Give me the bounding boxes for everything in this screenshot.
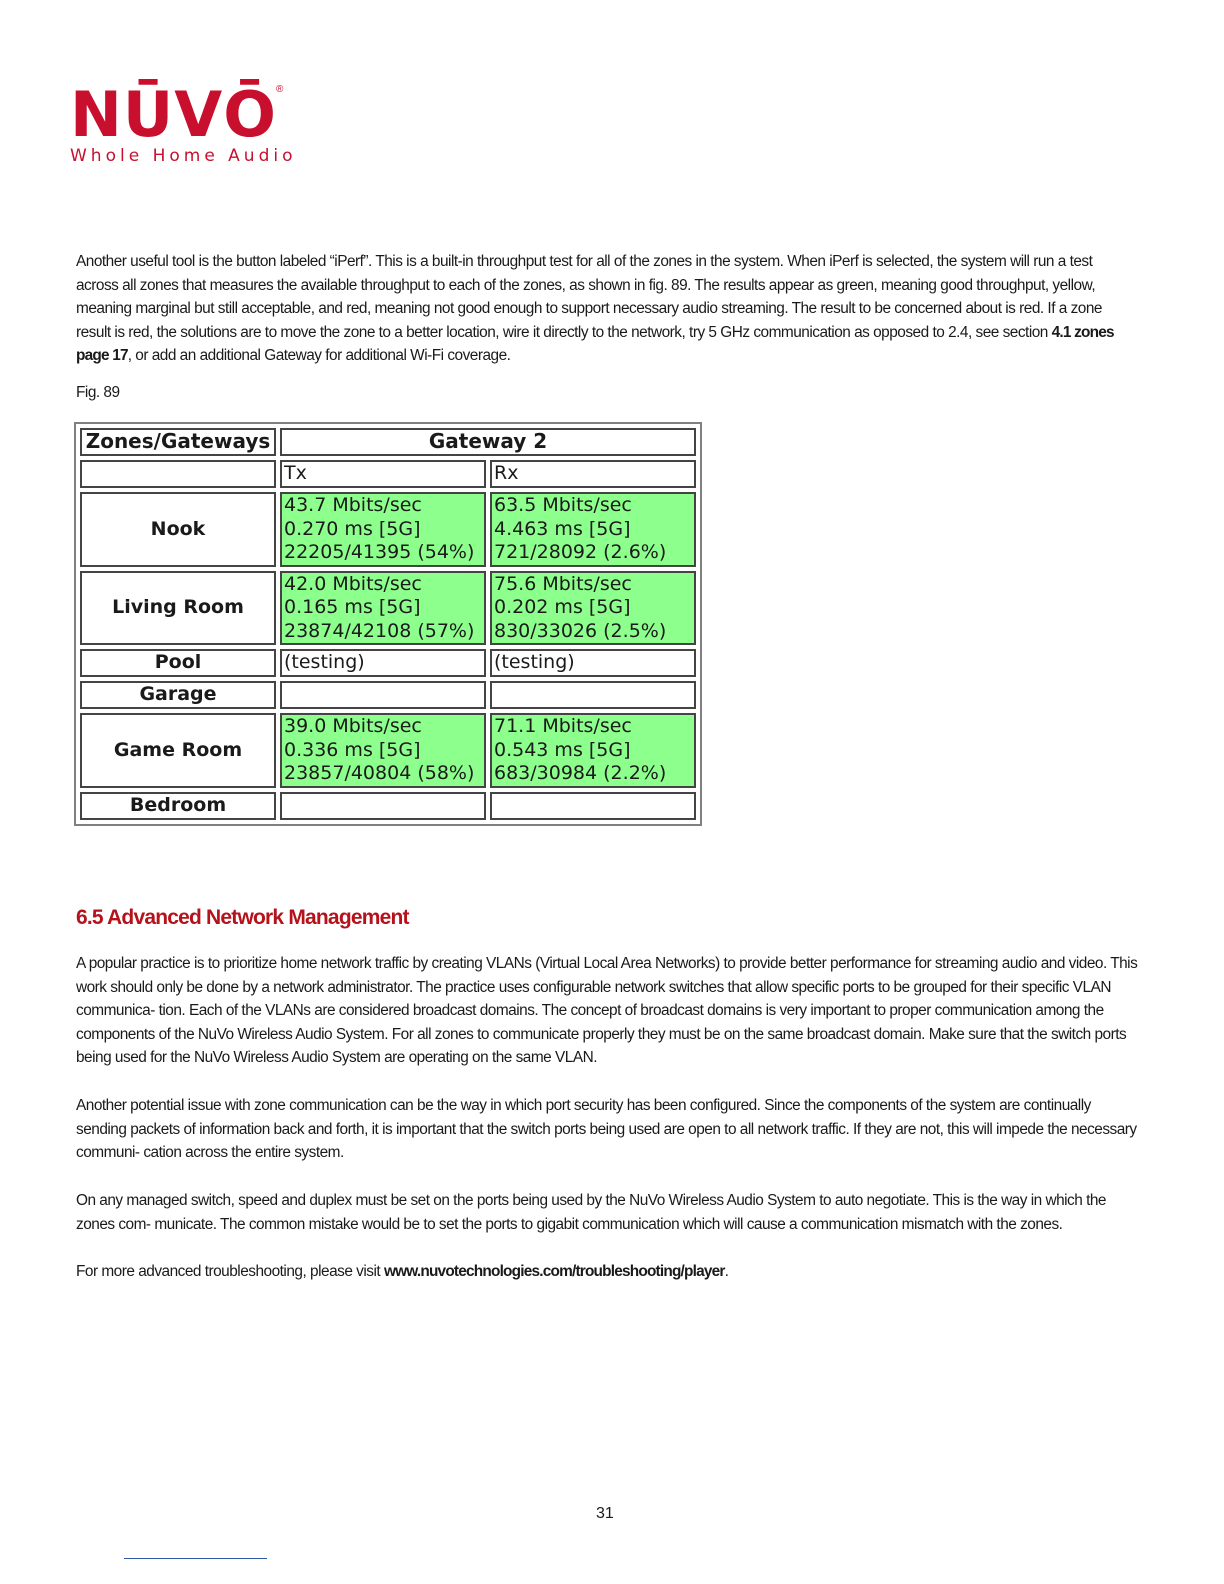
tx-result [280, 792, 486, 820]
nuvo-logo [70, 78, 310, 172]
intro-text: Another useful tool is the button labeled “iPerf”. This is a built-in throughput test for all of the zones in the system. When iPerf is selected, the system will run a test across all zones that measures the available throughput to each of the zones, as shown in fig. 89. The results appear as green, meaning good throughput, yellow, meaning marginal but still acceptable, and red, meaning not good enough to support necessary audio streaming. The result to be concerned about is red. If a zone result is red, the solutions are to move the zone to a better location, wire it directly to the network, try 5 GHz communication as opposed to 2.4, see section [76, 253, 1102, 341]
tx-result: (testing) [280, 649, 486, 677]
subheader-empty [80, 460, 276, 488]
tx-result [280, 713, 486, 788]
rx-rate: 63.5 Mbits/sec [494, 494, 632, 516]
intro-paragraph [76, 250, 1138, 368]
tx-latency: 0.270 ms [5G] [284, 517, 421, 540]
table-row [80, 681, 696, 709]
tx-result [280, 492, 486, 567]
rx-result [490, 681, 696, 709]
section-heading: 6.5 Advanced Network Management [76, 906, 409, 929]
vlan-paragraph: A popular practice is to prioritize home network traffic by creating VLANs (Virtual Local Area Networks) to provide better performance for streaming audio and video. This work should only be done by a network administrator. The practice uses configurable network switches that allow specific ports to be grouped for their specific VLAN communica- tion. Each of the VLANs are considered broadcast domains. The concept of broadcast domains is very important to proper communication among the components of the NuVo Wireless Audio System. For all zones to communicate properly they must be on the same broadcast domain. Make sure that the switch ports being used for the NuVo Wireless Audio System are operating on the same VLAN. [76, 955, 1138, 1067]
troubleshooting-end: . [724, 1263, 729, 1280]
troubleshooting-link[interactable]: www.nuvotechnologies.com/troubleshooting/player [383, 1263, 725, 1280]
registered-mark: ® [276, 84, 284, 95]
rx-loss: 683/30984 (2.2%) [494, 762, 667, 784]
rx-loss: 830/33026 (2.5%) [494, 619, 667, 642]
column-tx: Tx [280, 460, 486, 488]
rx-latency: 0.202 ms [5G] [494, 596, 631, 618]
logo-wordmark: NŪVŌ [70, 78, 277, 151]
rx-loss: 721/28092 (2.6%) [494, 541, 667, 563]
rx-rate: 71.1 Mbits/sec [494, 715, 632, 737]
column-rx: Rx [490, 460, 696, 488]
figure-label: Fig. 89 [76, 384, 120, 401]
tx-loss: 23857/40804 (58%) [284, 762, 475, 784]
zone-name: Nook [80, 492, 276, 567]
table-row [80, 713, 696, 788]
tx-latency: 0.165 ms [5G] [284, 596, 421, 618]
zone-name: Pool [80, 649, 276, 677]
zone-name: Bedroom [80, 792, 276, 820]
zone-name: Living Room [80, 571, 276, 646]
section-reference-link[interactable]: 4.1 zones page 17 [76, 323, 1114, 365]
intro-text-end: , or add an additional Gateway for additional Wi-Fi coverage. [127, 347, 511, 365]
troubleshooting-text: For more advanced troubleshooting, please visit [76, 1263, 384, 1280]
zone-name: Game Room [80, 713, 276, 788]
header-zones-gateways: Zones/Gateways [80, 428, 276, 456]
footer-rule [124, 1558, 267, 1559]
rx-result [490, 792, 696, 820]
tx-rate: 39.0 Mbits/sec [284, 715, 422, 737]
tx-result [280, 681, 486, 709]
rx-result [490, 571, 696, 646]
table-row [80, 492, 696, 567]
iperf-results-table [74, 422, 702, 826]
port-security-paragraph: Another potential issue with zone communication can be the way in which port security has been configured. Since the components of the system are continually sending packets of information back and forth, it is important that the switch ports being used are open to all network traffic. If they are not, this will impede the necessary communi- cation across the entire system. [76, 1097, 1137, 1162]
zone-name: Garage [80, 681, 276, 709]
speed-duplex-paragraph: On any managed switch, speed and duplex must be set on the ports being used by the NuVo Wireless Audio System to auto negotiate. This is the way in which the zones com- municate. The common mistake would be to set the ports to gigabit communication which will cause a communication mismatch with the zones. [76, 1192, 1106, 1233]
troubleshooting-paragraph [76, 1260, 1138, 1284]
rx-result: (testing) [490, 649, 696, 677]
rx-result [490, 713, 696, 788]
table-row [80, 571, 696, 646]
rx-latency: 0.543 ms [5G] [494, 738, 631, 761]
tx-rate: 43.7 Mbits/sec [284, 494, 422, 516]
header-gateway: Gateway 2 [280, 428, 696, 456]
logo-tagline: Whole Home Audio [70, 146, 297, 166]
rx-rate: 75.6 Mbits/sec [494, 572, 632, 595]
page-number: 31 [596, 1505, 614, 1522]
tx-loss: 22205/41395 (54%) [284, 541, 475, 563]
table-row [80, 649, 696, 677]
tx-result [280, 571, 486, 646]
tx-loss: 23874/42108 (57%) [284, 619, 475, 642]
table-row [80, 792, 696, 820]
rx-latency: 4.463 ms [5G] [494, 517, 631, 540]
tx-latency: 0.336 ms [5G] [284, 738, 421, 761]
rx-result [490, 492, 696, 567]
tx-rate: 42.0 Mbits/sec [284, 572, 422, 595]
